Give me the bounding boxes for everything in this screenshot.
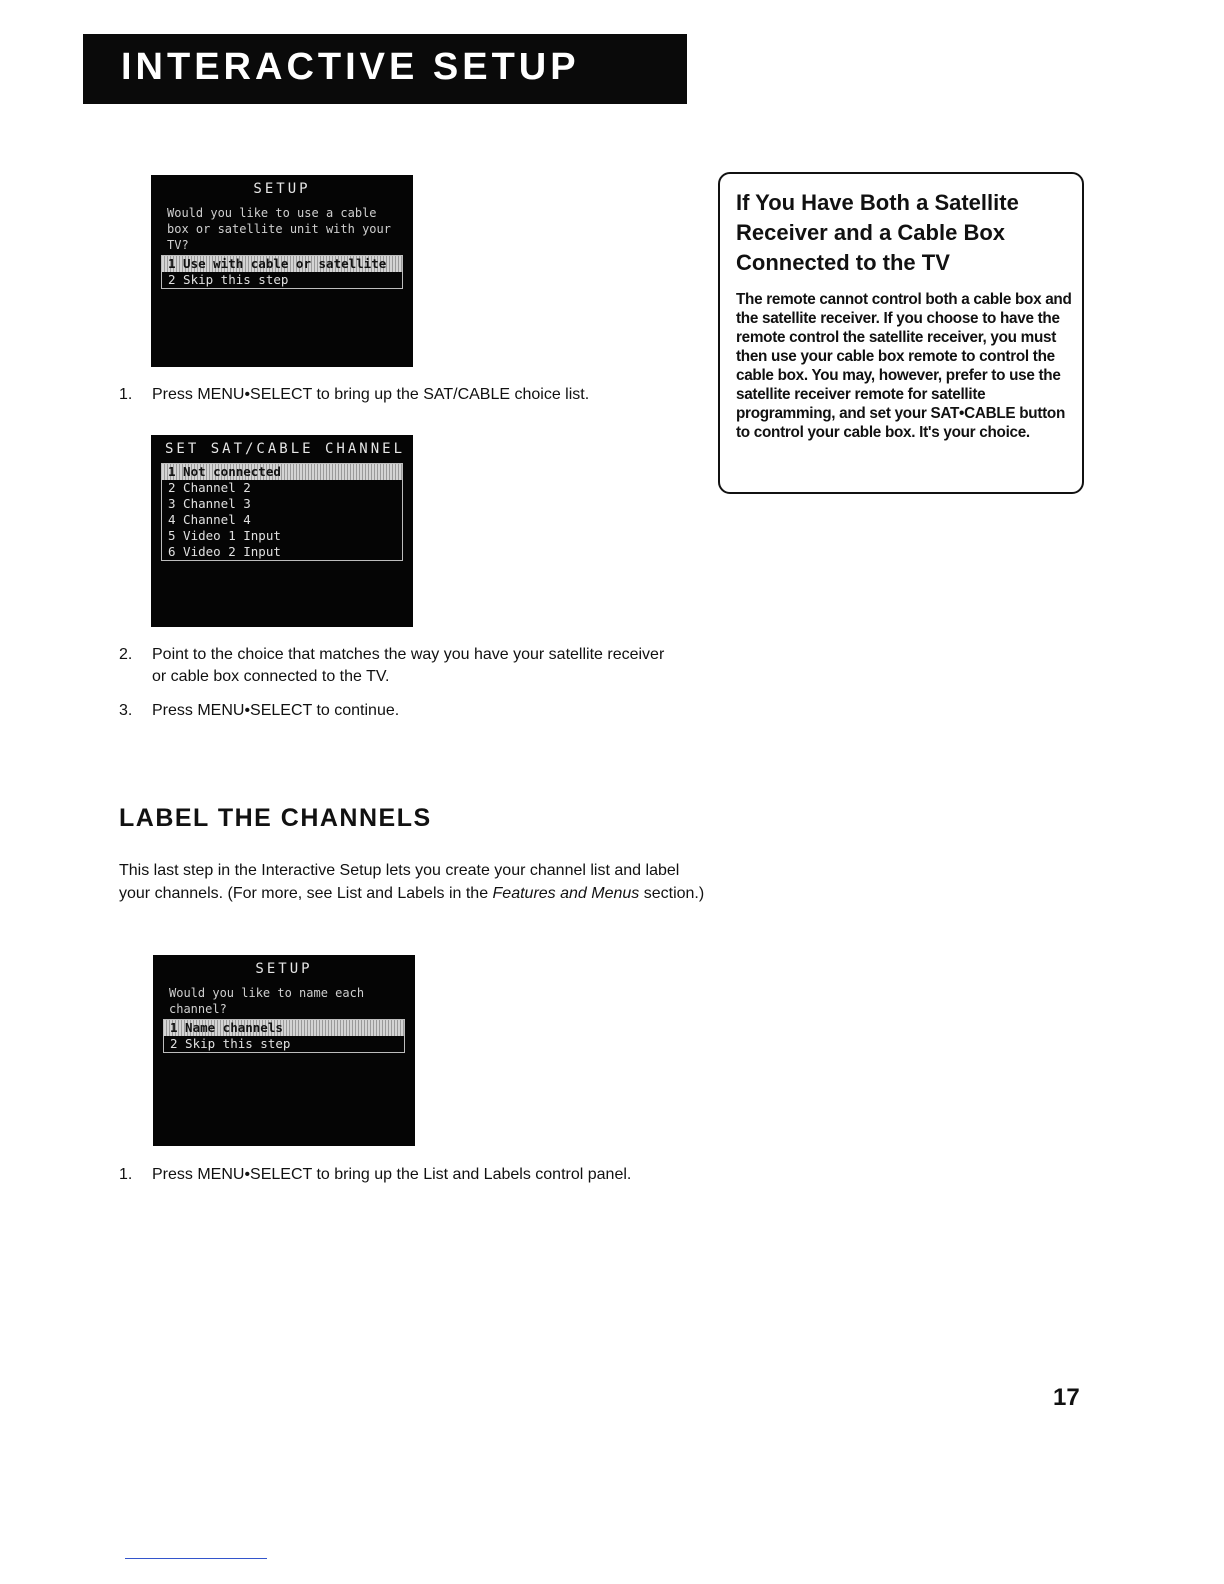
intro-text-end: section.) bbox=[639, 885, 705, 902]
step-number: 2. bbox=[119, 646, 133, 663]
tv-menu-option: 4 Channel 4 bbox=[168, 512, 251, 527]
tv-menu-option: 3 Channel 3 bbox=[168, 496, 251, 511]
tv-screen-question: Would you like to use a cable box or satellite unit with your TV? bbox=[167, 206, 391, 252]
tv-menu bbox=[161, 463, 403, 561]
tv-menu-option: 1 Name channels bbox=[164, 1020, 404, 1036]
tv-menu-option: 5 Video 1 Input bbox=[168, 528, 281, 543]
sidebar-title: If You Have Both a Satellite Receiver and a Cable Box Connected to the TV bbox=[736, 190, 1019, 275]
tv-menu-option: 1 Use with cable or satellite bbox=[162, 256, 402, 272]
tv-screen-title: SET SAT/CABLE CHANNEL bbox=[165, 441, 406, 457]
tv-menu bbox=[163, 1019, 405, 1053]
page-number: 17 bbox=[1053, 1384, 1080, 1411]
intro-emphasis: Features and Menus bbox=[492, 885, 640, 902]
tv-menu-option: 6 Video 2 Input bbox=[168, 544, 281, 559]
tv-screen-title: SETUP bbox=[255, 961, 313, 977]
step-number: 1. bbox=[119, 386, 133, 403]
sidebar-note bbox=[718, 172, 1084, 494]
tv-menu-option: 2 Channel 2 bbox=[168, 480, 251, 495]
page-title: INTERACTIVE SETUP bbox=[121, 46, 580, 88]
step-number: 3. bbox=[119, 702, 133, 719]
footer-rule bbox=[125, 1558, 267, 1559]
step-number: 1. bbox=[119, 1166, 133, 1183]
section-intro bbox=[119, 859, 709, 905]
tv-screen-sat-cable bbox=[151, 435, 413, 627]
step-text: Press MENU•SELECT to bring up the List and Labels control panel. bbox=[152, 1166, 632, 1183]
header-bar bbox=[83, 34, 687, 104]
tv-menu-option: 2 Skip this step bbox=[170, 1036, 291, 1051]
sidebar-body: The remote cannot control both a cable box and the satellite receiver. If you choose to have the remote control the satellite receiver, you must then use your cable box remote to control the cable box. You may, however, prefer to use the satellite receiver remote for satellite programming, and set your SAT•CABLE button to control your cable box. It's your choice. bbox=[736, 291, 1072, 441]
step-text: Press MENU•SELECT to bring up the SAT/CABLE choice list. bbox=[152, 386, 590, 403]
tv-screen-question: Would you like to name each channel? bbox=[169, 986, 365, 1016]
step-text: Press MENU•SELECT to continue. bbox=[152, 702, 400, 719]
tv-menu-option: 2 Skip this step bbox=[168, 272, 289, 287]
step-text: Point to the choice that matches the way you have your satellite receiver or cable box connected to the TV. bbox=[152, 646, 665, 685]
tv-menu-option: 1 Not connected bbox=[162, 464, 402, 480]
section-heading: LABEL THE CHANNELS bbox=[119, 804, 432, 832]
tv-screen-name-channels bbox=[153, 955, 415, 1146]
tv-screen-title: SETUP bbox=[253, 181, 311, 197]
intro-text: This last step in the Interactive Setup lets you create your channel list and label your channels. (For more, see List and Labels in the bbox=[119, 862, 680, 902]
tv-screen-setup bbox=[151, 175, 413, 367]
tv-menu bbox=[161, 255, 403, 289]
